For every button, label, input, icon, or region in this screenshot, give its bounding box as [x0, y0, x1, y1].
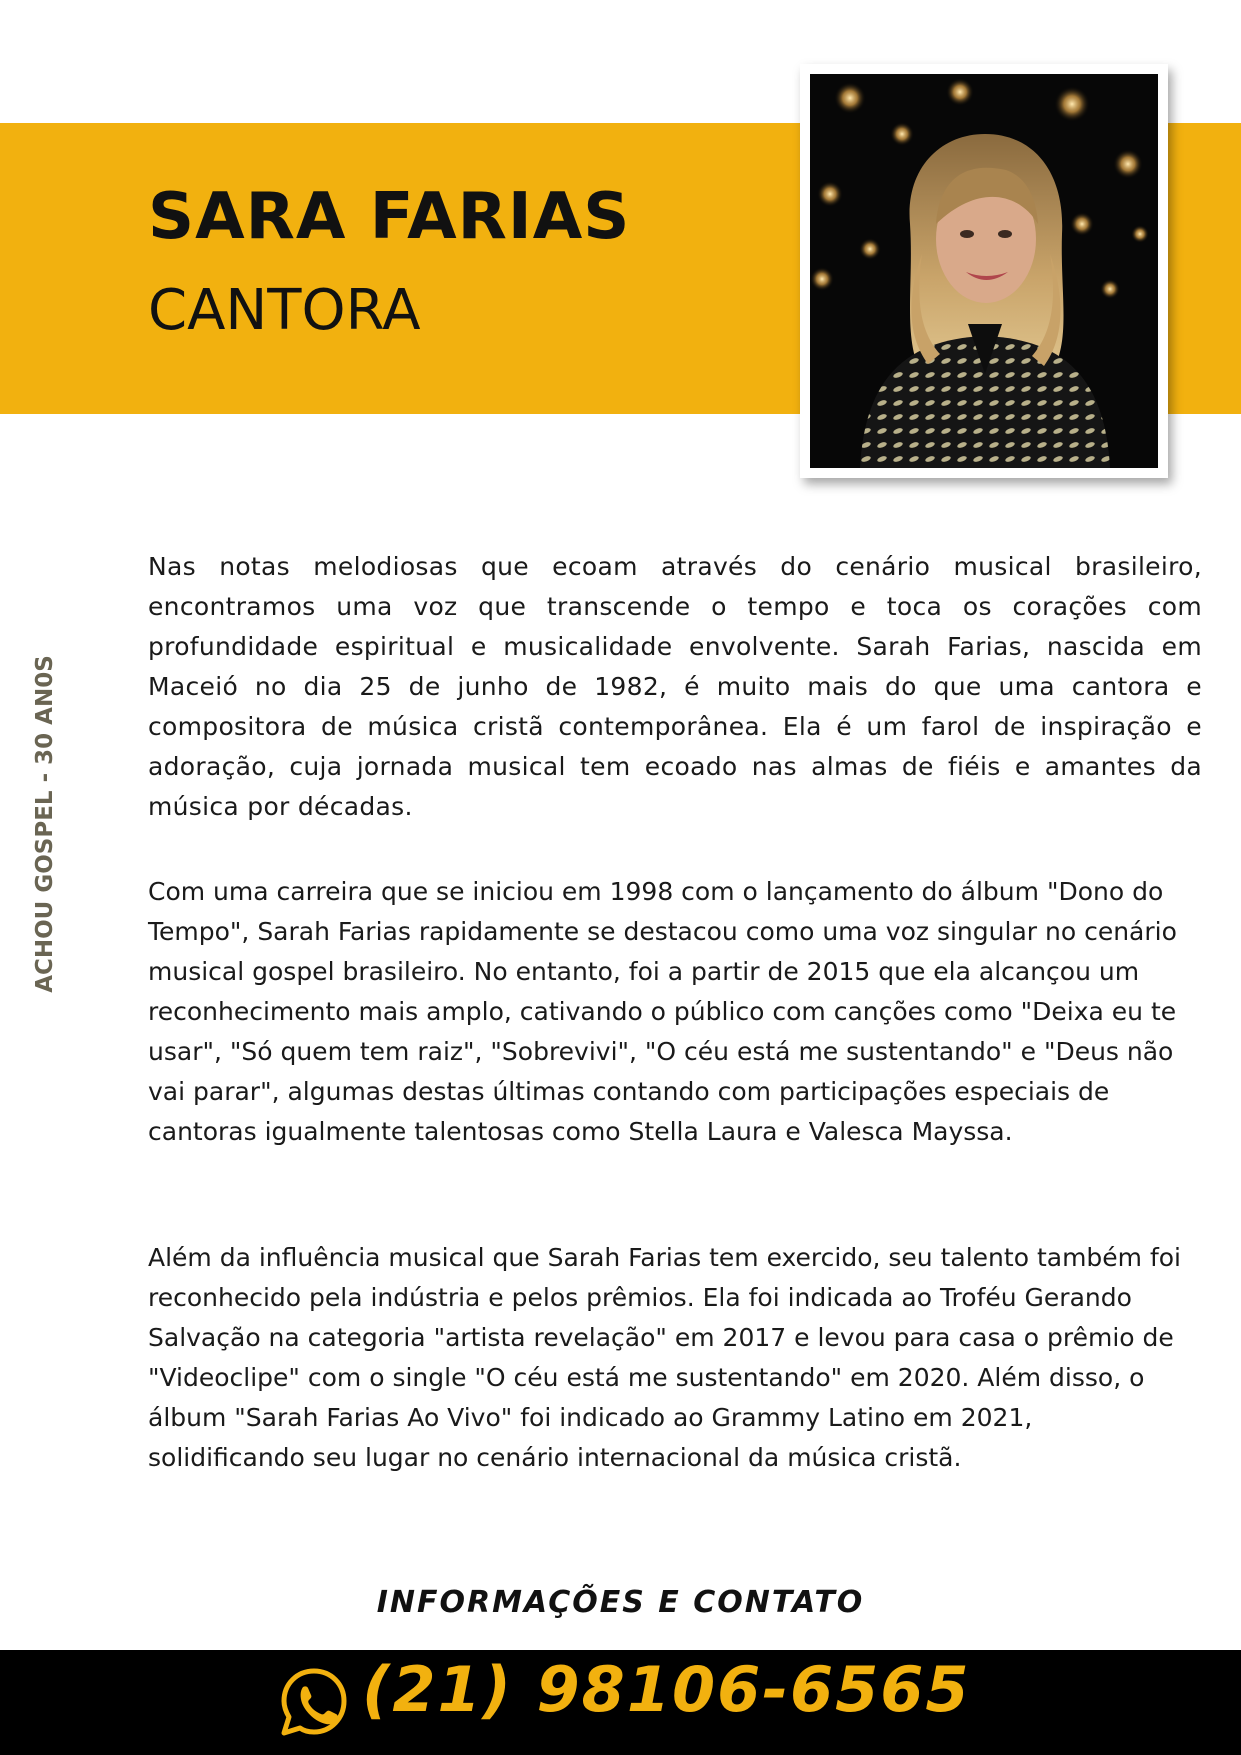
- whatsapp-icon: [278, 1666, 350, 1738]
- artist-name: SARA FARIAS: [148, 180, 631, 254]
- artist-photo: [810, 74, 1158, 468]
- contact-heading: INFORMAÇÕES E CONTATO: [376, 1585, 865, 1620]
- bio-paragraph-2: Com uma carreira que se iniciou em 1998 com o lançamento do álbum "Dono do Tempo", Sarah Farias rapidamente se destacou como uma voz singular no cenário musical gospel brasileiro. No entanto, foi a partir de 2015 que ela alcançou um reconhecimento mais amplo, cativando o público com canções como "Deixa eu te usar", "Só quem tem raiz", "Sobrevivi", "O céu está me sustentando" e "Deus não vai parar", algumas destas últimas contando com participações especiais de cantoras igualmente talentosas como Stella Laura e Valesca Mayssa.: [148, 877, 1177, 1146]
- bio-paragraph-1: Nas notas melodiosas que ecoam através do cenário musical brasileiro, encontramos uma voz que transcende o tempo e toca os corações com profundidade espiritual e musicalidade envolvente. Sarah Farias, nascida em Maceió no dia 25 de junho de 1982, é muito mais do que uma cantora e compositora de música cristã contemporânea. Ela é um farol de inspiração e adoração, cuja jornada musical tem ecoado nas almas de fiéis e amantes da música por décadas.: [148, 552, 1202, 821]
- bio-paragraph-3: Além da influência musical que Sarah Farias tem exercido, seu talento também foi reconhecido pela indústria e pelos prêmios. Ela foi indicada ao Troféu Gerando Salvação na categoria "artista revelação" em 2017 e levou para casa o prêmio de "Videoclipe" com o single "O céu está me sustentando" em 2020. Além disso, o álbum "Sarah Farias Ao Vivo" foi indicado ao Grammy Latino em 2021, solidificando seu lugar no cenário internacional da música cristã.: [148, 1243, 1182, 1472]
- contact-phone[interactable]: (21) 98106-6565: [362, 1653, 971, 1726]
- artist-photo-frame: [800, 64, 1168, 478]
- artist-role: CANTORA: [148, 278, 421, 343]
- side-vertical-label: ACHOU GOSPEL - 30 AN0S: [32, 655, 58, 993]
